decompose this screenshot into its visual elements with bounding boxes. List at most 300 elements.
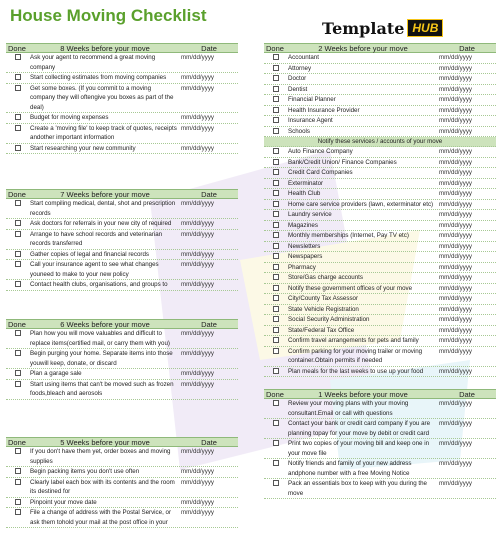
date-field[interactable]: mm/dd/yyyy [439,326,473,334]
task-text: Doctor [288,75,307,82]
section-header [264,389,496,399]
done-checkbox[interactable] [273,65,279,71]
checkbox-cell [6,498,30,508]
checklist-row [264,479,496,499]
done-checkbox[interactable] [273,148,279,154]
date-field[interactable]: mm/dd/yyyy [181,114,215,121]
task-text: Plan meals for the last weeks to use up your food [288,367,424,375]
task-text: Budget for moving expenses [30,114,109,121]
task-text: Contact your bank or credit card company if you are planning topay for your move by debit or credit card [288,420,431,437]
checklist-row [6,447,238,467]
checkbox-cell [6,349,30,368]
section-header [264,43,496,53]
date-field[interactable]: mm/dd/yyyy [439,85,473,93]
task-text: Auto Finance Company [288,148,353,155]
done-checkbox[interactable] [273,306,279,312]
done-checkbox[interactable] [273,190,279,196]
section-title: 8 Weeks before your move [60,44,150,53]
date-field[interactable]: mm/dd/yyyy [439,367,473,375]
task-text: Review your moving plans with your moving consultant.Email or call with questions [288,400,409,417]
templatehub-logo [322,18,443,38]
date-field[interactable]: mm/dd/yyyy [439,253,473,260]
date-field[interactable]: mm/dd/yyyy [439,96,473,103]
logo-badge: HUB [407,19,443,37]
task-text: Pinpoint your move date [30,498,97,506]
done-column-header: Done [8,44,26,53]
checklist-row [6,260,238,280]
checklist-row [264,158,496,169]
task-text: Notify these government offices of your move [288,284,413,292]
done-checkbox[interactable] [273,159,279,165]
date-field[interactable]: mm/dd/yyyy [439,460,473,467]
date-field[interactable]: mm/dd/yyyy [439,274,473,281]
done-checkbox[interactable] [273,201,279,207]
checklist-row [264,294,496,305]
task-text: Begin packing items you don't use often [30,468,140,475]
date-field[interactable]: mm/dd/yyyy [181,124,215,132]
date-field[interactable]: mm/dd/yyyy [439,106,473,114]
section-title: 1 Weeks before your move [318,390,408,399]
checklist-row [6,144,238,155]
date-column-header: Date [201,320,217,329]
done-checkbox[interactable] [15,231,21,237]
checkbox-cell [6,230,30,249]
checklist-row [264,439,496,459]
done-checkbox[interactable] [15,200,21,206]
checklist-row [264,210,496,221]
checklist-row [6,329,238,349]
date-field[interactable]: mm/dd/yyyy [439,158,473,166]
date-field[interactable]: mm/dd/yyyy [439,190,473,197]
checkbox-cell [264,294,288,304]
task-text: File a change of address with the Postal Service, or ask them tohold your mail at the post office in your [30,509,172,526]
date-field[interactable]: mm/dd/yyyy [439,64,473,72]
checkbox-cell [264,284,288,294]
checkbox-cell [264,221,288,231]
date-field[interactable]: mm/dd/yyyy [181,468,215,475]
done-checkbox[interactable] [15,54,21,60]
done-checkbox[interactable] [15,261,21,267]
checkbox-cell [264,367,288,377]
task-text: Start collecting estimates from moving companies [30,74,167,81]
checkbox-cell [6,113,30,123]
done-checkbox[interactable] [273,400,279,406]
date-field[interactable]: mm/dd/yyyy [439,221,473,229]
checkbox-cell [6,250,30,260]
checklist-row [6,498,238,509]
done-checkbox[interactable] [273,75,279,81]
checkbox-cell [264,252,288,262]
checklist-row [264,284,496,295]
date-field[interactable]: mm/dd/yyyy [439,127,473,135]
section-title: 5 Weeks before your move [60,438,150,447]
date-field[interactable]: mm/dd/yyyy [181,220,215,227]
done-checkbox[interactable] [273,128,279,134]
checkbox-cell [264,64,288,74]
checklist-row [264,231,496,242]
done-checkbox[interactable] [273,232,279,238]
checkbox-cell [264,85,288,95]
checklist-row [6,230,238,250]
date-field[interactable]: mm/dd/yyyy [439,420,473,427]
done-checkbox[interactable] [15,114,21,120]
done-checkbox[interactable] [273,86,279,92]
checkbox-cell [6,199,30,218]
date-field[interactable]: mm/dd/yyyy [181,261,215,268]
done-column-header: Done [8,438,26,447]
done-checkbox[interactable] [273,480,279,486]
section-title: 7 Weeks before your move [60,190,150,199]
checkbox-cell [264,273,288,283]
checkbox-cell [264,231,288,241]
task-text: Confirm parking for your moving trailer or moving container.Obtain permits if needed [288,347,423,364]
task-text: Health Insurance Provider [288,106,360,114]
task-text: Notify friends and family of your new address andphone number with a free Moving Notice [288,460,412,477]
checkbox-cell [6,478,30,497]
date-field[interactable]: mm/dd/yyyy [439,169,473,176]
done-checkbox[interactable] [273,316,279,322]
checklist-row [6,113,238,124]
checkbox-cell [264,326,288,336]
done-checkbox[interactable] [15,350,21,356]
date-field[interactable]: mm/dd/yyyy [181,509,215,516]
checklist-section [264,389,496,499]
date-field[interactable]: mm/dd/yyyy [181,370,215,377]
task-text: Magazines [288,221,318,229]
logo-word: Template [322,18,405,38]
done-checkbox[interactable] [273,440,279,446]
checklist-row [264,53,496,64]
date-column-header: Date [201,44,217,53]
done-checkbox[interactable] [15,468,21,474]
checkbox-cell [264,305,288,315]
section-header [6,319,238,329]
date-field[interactable]: mm/dd/yyyy [439,211,473,218]
checklist-row [6,199,238,219]
task-text: Print two copies of your moving bill and keep one in your move file [288,440,430,457]
checklist-row [6,124,238,144]
date-field[interactable]: mm/dd/yyyy [439,148,473,155]
checklist-row [264,221,496,232]
checklist-row [6,369,238,380]
done-column-header: Done [266,390,284,399]
date-field[interactable]: mm/dd/yyyy [181,380,215,388]
done-checkbox[interactable] [273,107,279,113]
checklist-row [264,74,496,85]
checklist-row [264,85,496,96]
done-checkbox[interactable] [273,243,279,249]
task-text: Monthly memberships (Internet, Pay TV etc) [288,232,409,239]
done-column-header: Done [266,44,284,53]
task-text: Create a 'moving file' to keep track of quotes, receipts andother important information [30,124,177,141]
date-field[interactable]: mm/dd/yyyy [439,179,473,187]
task-text: Call your insurance agent to see what changes youneed to make to your new policy [30,261,159,278]
date-field[interactable]: mm/dd/yyyy [181,144,215,152]
checklist-row [6,84,238,114]
date-field[interactable]: mm/dd/yyyy [181,498,215,506]
section-title: 2 Weeks before your move [318,44,408,53]
checklist-row [264,179,496,190]
done-checkbox[interactable] [273,368,279,374]
date-field[interactable]: mm/dd/yyyy [439,440,473,447]
date-field[interactable]: mm/dd/yyyy [181,74,215,81]
checkbox-cell [264,210,288,220]
checkbox-cell [6,447,30,466]
task-text: Schools [288,127,311,135]
done-checkbox[interactable] [15,381,21,387]
done-checkbox[interactable] [15,85,21,91]
task-text: Home care service providers (lawn, exterminator etc) [288,200,434,208]
done-checkbox[interactable] [273,420,279,426]
task-text: Exterminator [288,179,324,187]
checkbox-cell [264,179,288,189]
done-column-header: Done [8,190,26,199]
done-checkbox[interactable] [15,251,21,257]
section-title: 6 Weeks before your move [60,320,150,329]
done-checkbox[interactable] [273,295,279,301]
done-checkbox[interactable] [15,281,21,287]
task-text: Laundry service [288,211,332,218]
checklist-row [6,250,238,261]
page-title: House Moving Checklist [10,6,207,25]
task-text: Financial Planner [288,96,336,103]
checkbox-cell [6,369,30,379]
checkbox-cell [264,200,288,210]
done-checkbox[interactable] [273,180,279,186]
checkbox-cell [264,399,288,418]
task-text: Newspapers [288,253,323,260]
task-text: Social Security Administration [288,316,370,323]
date-field[interactable]: mm/dd/yyyy [439,347,473,355]
done-checkbox[interactable] [15,509,21,515]
checkbox-cell [6,329,30,348]
done-checkbox[interactable] [273,169,279,175]
checkbox-cell [264,127,288,137]
checklist-row [264,147,496,158]
date-field[interactable]: mm/dd/yyyy [181,478,215,486]
done-checkbox[interactable] [15,330,21,336]
checklist-row [264,336,496,347]
checkbox-cell [6,124,30,143]
checkbox-cell [264,459,288,478]
checklist-section [6,43,238,154]
checklist-row [264,127,496,138]
checkbox-cell [6,280,30,290]
done-checkbox[interactable] [273,337,279,343]
done-checkbox[interactable] [273,253,279,259]
task-text: Insurance Agent [288,117,333,124]
checklist-row [6,53,238,73]
task-text: State Vehicle Registration [288,305,359,313]
checklist-row [264,326,496,337]
checkbox-cell [6,53,30,72]
checkbox-cell [264,263,288,273]
task-text: Pack an essentials box to keep with you during the move [288,480,427,497]
done-checkbox[interactable] [15,220,21,226]
date-field[interactable]: mm/dd/yyyy [439,305,473,313]
task-text: Plan a garage sale [30,370,82,377]
done-checkbox[interactable] [273,117,279,123]
task-text: Clearly label each box with its contents and the room its destined for [30,478,175,495]
checklist-row [264,315,496,326]
checklist-row [264,419,496,439]
date-field[interactable]: mm/dd/yyyy [181,250,215,258]
done-checkbox[interactable] [15,370,21,376]
task-text: Accountant [288,54,319,61]
checklist-row [6,380,238,400]
done-checkbox[interactable] [273,264,279,270]
task-text: Credit Card Companies [288,169,353,176]
section-header [6,437,238,447]
checklist-row [264,347,496,367]
checklist-row [264,263,496,274]
section-subheader: Notify these services / accounts of your move [264,137,496,147]
checklist-row [264,95,496,106]
checklist-row [6,73,238,84]
task-text: Start researching your new community [30,144,136,152]
date-field[interactable]: mm/dd/yyyy [439,400,473,407]
date-field[interactable]: mm/dd/yyyy [181,230,215,238]
checkbox-cell [264,347,288,366]
done-checkbox[interactable] [273,348,279,354]
checklist-row [264,106,496,117]
done-checkbox[interactable] [15,499,21,505]
checklist-row [6,349,238,369]
date-column-header: Date [201,438,217,447]
checkbox-cell [264,242,288,252]
checkbox-cell [264,147,288,157]
checkbox-cell [6,508,30,527]
checkbox-cell [6,380,30,399]
done-checkbox[interactable] [273,274,279,280]
date-field[interactable]: mm/dd/yyyy [181,350,215,357]
date-field[interactable]: mm/dd/yyyy [181,200,215,207]
done-checkbox[interactable] [273,222,279,228]
date-field[interactable]: mm/dd/yyyy [181,330,215,337]
checkbox-cell [264,336,288,346]
date-field[interactable]: mm/dd/yyyy [439,337,473,344]
section-header [6,43,238,53]
checklist-row [264,189,496,200]
done-checkbox[interactable] [15,145,21,151]
checklist-row [264,252,496,263]
checklist-row [264,116,496,127]
task-text: State/Federal Tax Office [288,326,355,334]
checklist-row [264,273,496,284]
date-field[interactable]: mm/dd/yyyy [439,200,473,208]
task-text: Get some boxes. (If you commit to a moving company they will oftengive you boxes as part of the deal) [30,84,174,111]
done-checkbox[interactable] [15,448,21,454]
date-column-header: Date [459,390,475,399]
task-text: If you don't have them yet, order boxes and moving supplies [30,448,171,465]
task-text: Bank/Credit Union/ Finance Companies [288,158,397,166]
done-checkbox[interactable] [273,327,279,333]
date-field[interactable]: mm/dd/yyyy [439,263,473,271]
checkbox-cell [6,260,30,279]
done-checkbox[interactable] [15,125,21,131]
checkbox-cell [264,95,288,105]
checklist-row [6,280,238,291]
checkbox-cell [6,84,30,113]
date-field[interactable]: mm/dd/yyyy [439,54,473,61]
checkbox-cell [264,74,288,84]
date-field[interactable]: mm/dd/yyyy [439,284,473,292]
date-field[interactable]: mm/dd/yyyy [439,316,473,323]
date-field[interactable]: mm/dd/yyyy [181,281,215,288]
date-column-header: Date [201,190,217,199]
done-checkbox[interactable] [15,74,21,80]
checkbox-cell [264,158,288,168]
task-text: Attorney [288,64,312,72]
done-checkbox[interactable] [273,96,279,102]
checklist-row [6,478,238,498]
task-text: Health Club [288,190,321,197]
checklist-section [6,437,238,528]
checkbox-cell [264,479,288,498]
done-checkbox[interactable] [273,54,279,60]
checklist-section [264,43,496,377]
date-field[interactable]: mm/dd/yyyy [181,54,215,61]
checkbox-cell [264,315,288,325]
task-text: Arrange to have school records and veterinarian records transferred [30,230,163,247]
task-text: Confirm travel arrangements for pets and family [288,337,419,344]
task-text: Contact health clubs, organisations, and groups to [30,281,168,288]
date-field[interactable]: mm/dd/yyyy [181,448,215,455]
checklist-row [6,508,238,528]
checkbox-cell [264,53,288,63]
checklist-row [6,467,238,478]
checklist-row [264,367,496,378]
checkbox-cell [264,168,288,178]
checkbox-cell [264,419,288,438]
checkbox-cell [264,106,288,116]
task-text: Plan how you will move valuables and difficult to replace items(certified mail, or carry them with you) [30,330,170,347]
date-field[interactable]: mm/dd/yyyy [439,117,473,124]
checklist-row [264,459,496,479]
done-checkbox[interactable] [273,460,279,466]
checkbox-cell [6,467,30,477]
task-text: Newsletters [288,242,321,250]
date-field[interactable]: mm/dd/yyyy [181,84,215,92]
date-field[interactable]: mm/dd/yyyy [439,242,473,250]
done-checkbox[interactable] [273,211,279,217]
task-text: Start compiling medical, dental, shot and prescription records [30,200,176,217]
date-column-header: Date [459,44,475,53]
checklist-row [264,399,496,419]
checklist-row [264,64,496,75]
checkbox-cell [264,439,288,458]
task-text: Gather copies of legal and financial records [30,250,150,258]
checklist-row [6,219,238,230]
task-text: Ask your agent to recommend a great moving company [30,54,156,71]
task-text: Ask doctors for referrals in your new city of required [30,220,172,227]
date-field[interactable]: mm/dd/yyyy [439,75,473,82]
date-field[interactable]: mm/dd/yyyy [439,295,473,302]
date-field[interactable]: mm/dd/yyyy [439,480,473,487]
task-text: Begin purging your home. Separate items into those youwill keep, donate, or discard [30,350,173,367]
date-field[interactable]: mm/dd/yyyy [439,232,473,239]
checklist-section [6,189,238,291]
checklist-row [264,168,496,179]
checkbox-cell [264,189,288,199]
checklist-row [264,200,496,211]
task-text: Store/Gas charge accounts [288,274,363,281]
done-checkbox[interactable] [273,285,279,291]
task-text: Pharmacy [288,263,316,271]
done-checkbox[interactable] [15,479,21,485]
checklist-section [6,319,238,400]
checkbox-cell [264,116,288,126]
